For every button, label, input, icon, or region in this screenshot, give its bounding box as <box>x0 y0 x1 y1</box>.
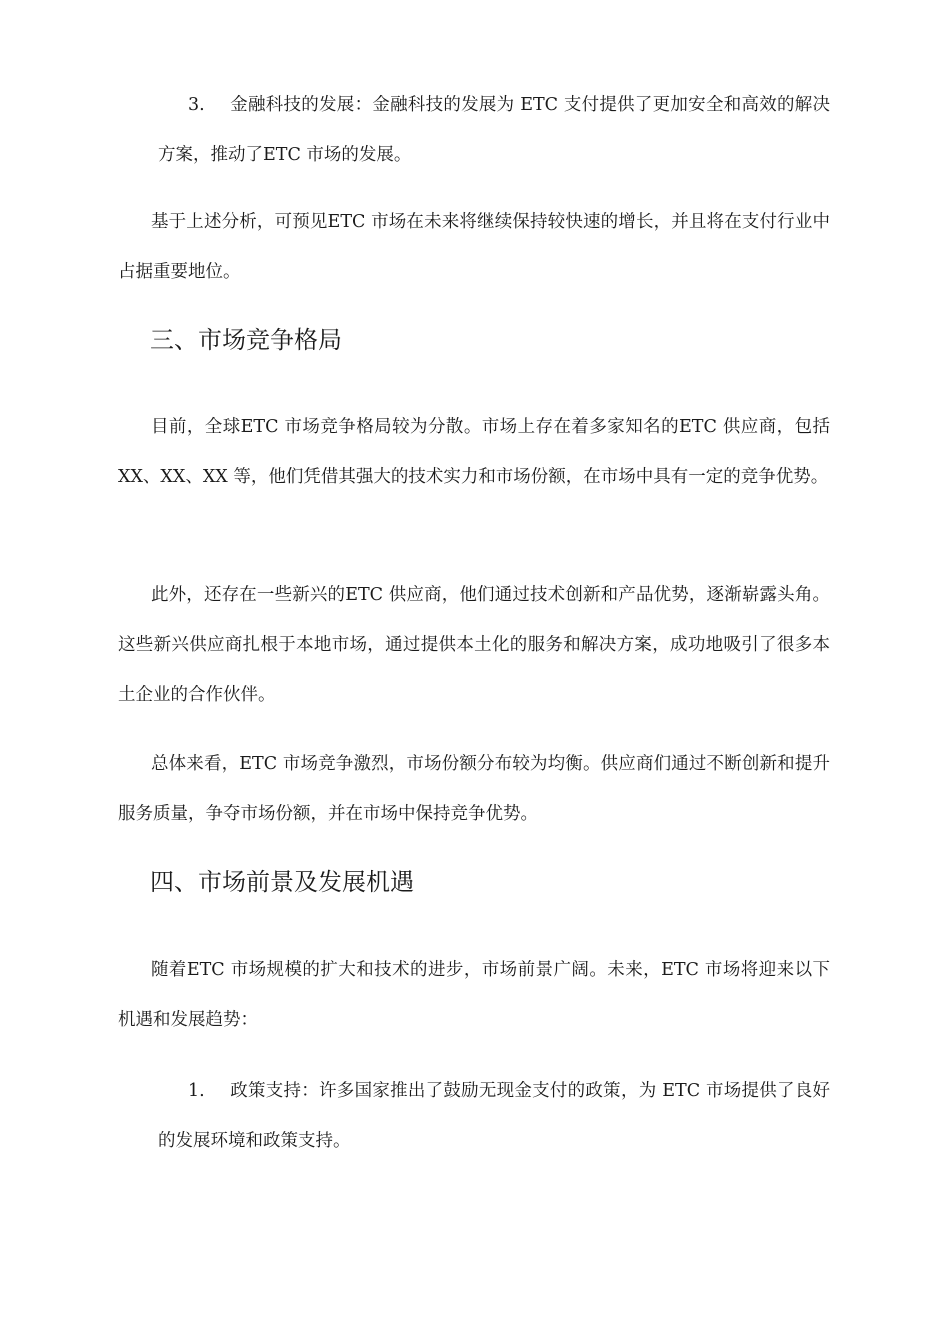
list-item-1 <box>158 1066 830 1166</box>
paragraph: 此外，还存在一些新兴的ETC 供应商，他们通过技术创新和产品优势，逐渐崭露头角。这些新兴供应商扎根于本地市场，通过提供本土化的服务和解决方案，成功地吸引了很多本土企业的合作伙伴。 <box>118 585 830 705</box>
list-text: 金融科技的发展：金融科技的发展为 ETC 支付提供了更加安全和高效的解决方案，推动了ETC 市场的发展。 <box>158 95 830 165</box>
section-heading-4: 四、市场前景及发展机遇 <box>150 868 414 896</box>
list-number: 3. <box>188 95 205 115</box>
paragraph-summary: 基于上述分析，可预见ETC 市场在未来将继续保持较快速的增长，并且将在支付行业中占据重要地位。 <box>118 212 830 282</box>
list-text: 政策支持：许多国家推出了鼓励无现金支付的政策，为 ETC 市场提供了良好的发展环境和政策支持。 <box>158 1081 830 1151</box>
list-item-3 <box>158 80 830 180</box>
paragraph: 随着ETC 市场规模的扩大和技术的进步，市场前景广阔。未来，ETC 市场将迎来以下机遇和发展趋势： <box>118 960 830 1030</box>
paragraph: 目前，全球ETC 市场竞争格局较为分散。市场上存在着多家知名的ETC 供应商，包括XX、XX、XX 等，他们凭借其强大的技术实力和市场份额，在市场中具有一定的竞争优势。 <box>118 417 830 487</box>
section-heading-3: 三、市场竞争格局 <box>150 326 342 354</box>
paragraph: 总体来看，ETC 市场竞争激烈，市场份额分布较为均衡。供应商们通过不断创新和提升服务质量，争夺市场份额，并在市场中保持竞争优势。 <box>118 754 830 824</box>
list-number: 1. <box>188 1081 205 1101</box>
